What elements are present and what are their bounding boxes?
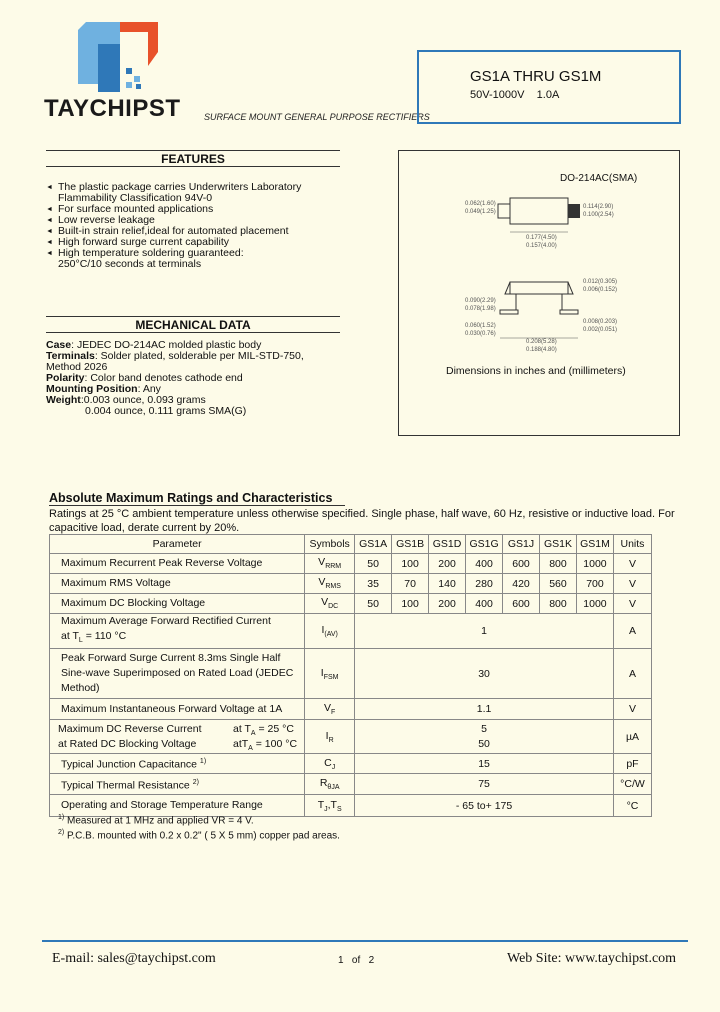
symbol-cell: $I_R$ [305, 720, 355, 754]
value-cell: 100 [392, 594, 429, 614]
package-name: DO-214AC(SMA) [560, 173, 638, 184]
value-cell: 100 [392, 554, 429, 574]
value-cell: 560 [540, 574, 577, 594]
terminals-label: Terminals [46, 350, 95, 362]
mechanical-data [46, 340, 304, 417]
feature-item: ◄ High forward surge current capability [46, 237, 301, 248]
value-cell: 30 [355, 649, 614, 699]
table-row [50, 649, 652, 699]
terminals-value: : Solder plated, solderable per MIL-STD-750, [94, 350, 304, 362]
feature-item: ◄ Low reverse leakage [46, 215, 301, 226]
brand-name: TAYCHIPST [44, 95, 181, 122]
value-cell: 75 [355, 774, 614, 795]
value-cell: 800 [540, 554, 577, 574]
unit-cell: V [613, 574, 651, 594]
weight-value-cont: 0.004 ounce, 0.111 grams SMA(G) [85, 405, 247, 417]
value-cell: 1.1 [355, 699, 614, 720]
dim-label: 0.157(4.00) [526, 243, 557, 249]
mechanical-heading: MECHANICAL DATA [135, 318, 251, 332]
value-cell: 200 [429, 554, 466, 574]
value-cell: 5 50 [355, 720, 614, 754]
divider [46, 332, 340, 333]
symbol-cell: $R_{\theta JA}$ [305, 774, 355, 795]
value-cell: - 65 to+ 175 [355, 795, 614, 817]
package-caption: Dimensions in inches and (millimeters) [446, 365, 626, 377]
feature-item: ◄ For surface mounted applications [46, 204, 301, 215]
dim-label: 0.030(0.76) [465, 331, 496, 337]
symbol-cell: $V_{RRM}$ [305, 554, 355, 574]
value-cell: 1000 [576, 554, 613, 574]
dim-label: 0.078(1.98) [465, 306, 496, 312]
divider [46, 150, 340, 151]
table-header-row [50, 535, 652, 554]
ratings-table [49, 534, 652, 817]
symbol-cell: $I_{(AV)}$ [305, 614, 355, 649]
symbol-cell: $I_{FSM}$ [305, 649, 355, 699]
value-cell: 140 [429, 574, 466, 594]
dim-label: 0.100(2.54) [583, 212, 614, 218]
param-cell: Maximum DC Reverse Current at $T_A = 25$ °C at Rated DC Blocking Voltage atT$_A$ = 100 °C [50, 720, 305, 754]
value-cell: 280 [466, 574, 503, 594]
value-cell: 1000 [576, 594, 613, 614]
case-label: Case [46, 339, 72, 351]
features-list [46, 182, 301, 270]
value-cell: 35 [355, 574, 392, 594]
feature-item-cont: Flammability Classification 94V-0 [58, 192, 213, 204]
value-cell: 1 [355, 614, 614, 649]
dim-label: 0.062(1.60) [465, 201, 496, 207]
param-cell: Maximum DC Blocking Voltage [50, 594, 305, 614]
table-row [50, 594, 652, 614]
table-row [50, 720, 652, 754]
table-row [50, 614, 652, 649]
header-cell: GS1K [540, 535, 577, 554]
unit-cell: °C [613, 795, 651, 817]
weight-value: :0.003 ounce, 0.093 grams [80, 394, 206, 406]
footer-email[interactable]: E-mail: sales@taychipst.com [52, 951, 216, 966]
value-cell: 200 [429, 594, 466, 614]
ratings-title: Absolute Maximum Ratings and Characteristics [49, 491, 333, 505]
part-spec: 50V-1000V 1.0A [470, 89, 560, 101]
product-subtitle: SURFACE MOUNT GENERAL PURPOSE RECTIFIERS [204, 112, 430, 122]
ratings-note: Ratings at 25 °C ambient temperature unless otherwise specified. Single phase, half wave, 60 Hz, resistive or inductive load. For capacitive load, derate current by 20%. [49, 508, 675, 534]
value-cell: 400 [466, 594, 503, 614]
mounting-value: : Any [137, 383, 161, 395]
page-number: 1 of 2 [338, 955, 375, 966]
symbol-cell: $V_{DC}$ [305, 594, 355, 614]
unit-cell: A [613, 614, 651, 649]
unit-cell: µA [613, 720, 651, 754]
param-cell: Typical Thermal Resistance $^{2)}$ [50, 774, 305, 795]
symbol-cell: $V_F$ [305, 699, 355, 720]
dim-label: 0.060(1.52) [465, 323, 496, 329]
dim-label: 0.188(4.80) [526, 347, 557, 353]
table-row [50, 574, 652, 594]
param-cell: Typical Junction Capacitance $^{1)}$ [50, 754, 305, 774]
dim-label: 0.177(4.50) [526, 235, 557, 241]
param-cell: Maximum Recurrent Peak Reverse Voltage [50, 554, 305, 574]
dim-label: 0.008(0.203) [583, 319, 618, 325]
symbol-cell: $V_{RMS}$ [305, 574, 355, 594]
value-cell: 70 [392, 574, 429, 594]
header-cell: Symbols [305, 535, 355, 554]
divider [49, 505, 345, 506]
value-cell: 700 [576, 574, 613, 594]
header-cell: GS1B [392, 535, 429, 554]
table-row [50, 774, 652, 795]
value-cell: 50 [355, 594, 392, 614]
symbol-cell: $T_J,T_S$ [305, 795, 355, 817]
value-cell: 50 [355, 554, 392, 574]
value-cell: 15 [355, 754, 614, 774]
unit-cell: pF [613, 754, 651, 774]
part-title: GS1A THRU GS1M [470, 68, 602, 85]
dim-label: 0.006(0.152) [583, 287, 618, 293]
table-row [50, 554, 652, 574]
dim-label: 0.049(1.25) [465, 209, 496, 215]
polarity-label: Polarity [46, 372, 85, 384]
param-cell: Operating and Storage Temperature Range [50, 795, 305, 817]
feature-item: ◄ The plastic package carries Underwriters Laboratory [46, 182, 301, 193]
param-cell: Maximum Instantaneous Forward Voltage at 1A [50, 699, 305, 720]
header-cell: GS1A [355, 535, 392, 554]
divider [46, 166, 340, 167]
dim-label: 0.012(0.305) [583, 279, 618, 285]
dim-label: 0.208(5.28) [526, 339, 557, 345]
header-cell: GS1G [466, 535, 503, 554]
polarity-value: : Color band denotes cathode end [84, 372, 243, 384]
mounting-label: Mounting Position [46, 383, 138, 395]
unit-cell: V [613, 554, 651, 574]
header-cell: GS1J [503, 535, 540, 554]
header-cell: Units [613, 535, 651, 554]
unit-cell: V [613, 699, 651, 720]
param-cell: Maximum Average Forward Rectified Current at $T_L = 110$ °C [50, 614, 305, 649]
value-cell: 600 [503, 554, 540, 574]
dim-label: 0.002(0.051) [583, 327, 618, 333]
case-value: : JEDEC DO-214AC molded plastic body [71, 339, 262, 351]
footnote-1: $^{1)}$ Measured at 1 MHz and applied VR = 4 V. [58, 814, 254, 827]
footer-divider [42, 940, 688, 942]
symbol-cell: $C_J$ [305, 754, 355, 774]
header-cell: GS1M [576, 535, 613, 554]
footer-website[interactable]: Web Site: www.taychipst.com [507, 951, 677, 966]
taychipst-logo-icon [78, 22, 158, 92]
header-cell: GS1D [429, 535, 466, 554]
unit-cell: °C/W [613, 774, 651, 795]
feature-item: ◄ High temperature soldering guaranteed: [46, 248, 301, 259]
footnote-2: $^{2)}$ P.C.B. mounted with 0.2 x 0.2" ( 5 X 5 mm) copper pad areas. [58, 829, 340, 842]
feature-item: ◄ Built-in strain relief,ideal for automated placement [46, 226, 301, 237]
value-cell: 600 [503, 594, 540, 614]
unit-cell: A [613, 649, 651, 699]
value-cell: 420 [503, 574, 540, 594]
table-row [50, 754, 652, 774]
divider [46, 316, 340, 317]
unit-cell: V [613, 594, 651, 614]
param-cell: Peak Forward Surge Current 8.3ms Single Half Sine-wave Superimposed on Rated Load (JEDEC Method) [50, 649, 305, 699]
features-heading: FEATURES [161, 152, 225, 166]
param-cell: Maximum RMS Voltage [50, 574, 305, 594]
title-box [417, 50, 681, 124]
table-row [50, 699, 652, 720]
dim-label: 0.090(2.29) [465, 298, 496, 304]
header-cell: Parameter [50, 535, 305, 554]
value-cell: 400 [466, 554, 503, 574]
dim-label: 0.114(2.90) [583, 204, 614, 210]
feature-item-cont: 250°C/10 seconds at terminals [58, 258, 202, 270]
weight-label: Weight [46, 394, 81, 406]
terminals-value-cont: Method 2026 [46, 361, 108, 373]
value-cell: 800 [540, 594, 577, 614]
